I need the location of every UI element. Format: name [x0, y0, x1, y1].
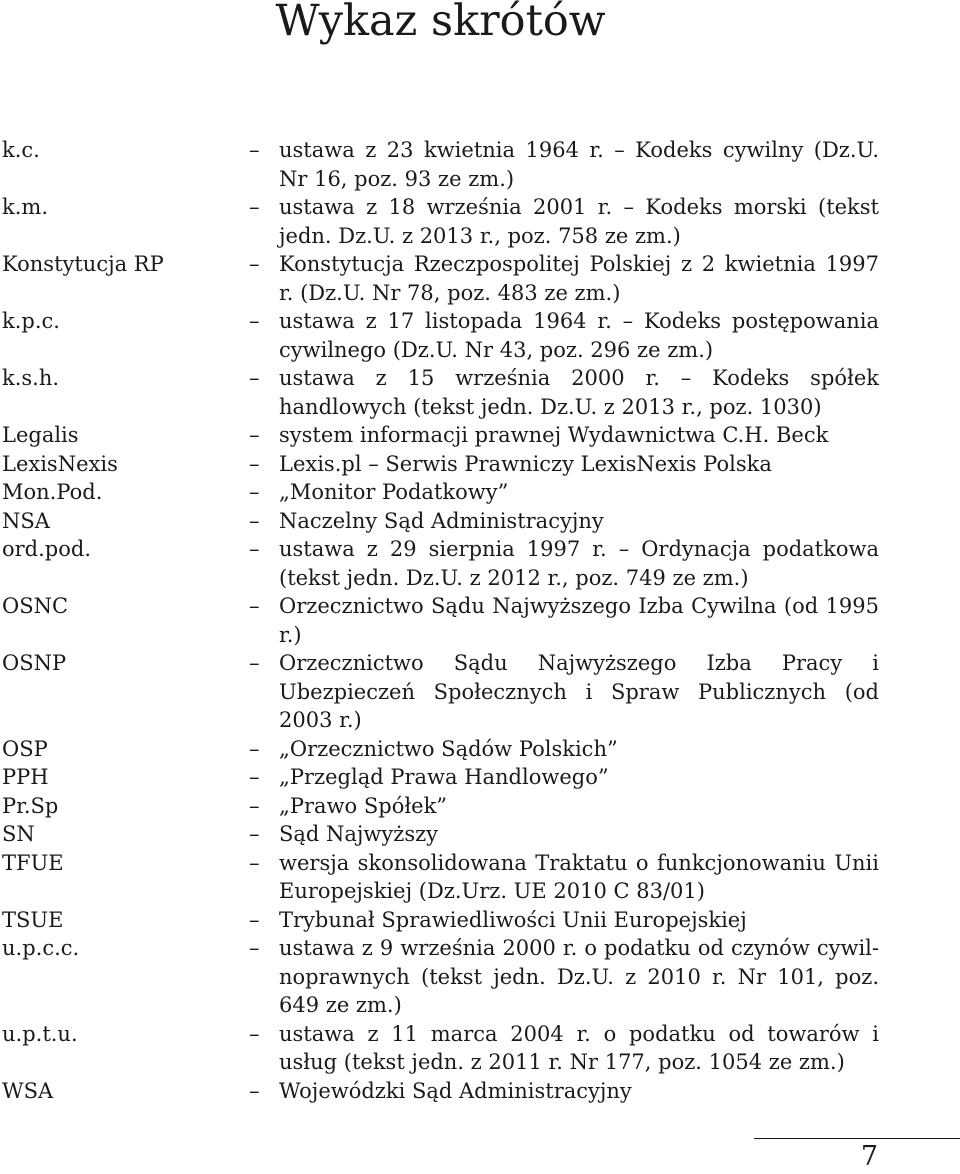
abbreviation-entry	[0, 507, 960, 536]
abbreviation-term: Pr.Sp	[2, 793, 59, 818]
dash-separator: –	[249, 423, 260, 447]
abbreviation-entry	[0, 592, 960, 649]
abbreviation-definition: Naczelny Sąd Administracyjny	[279, 508, 604, 533]
abbreviation-term: u.p.c.c.	[2, 936, 80, 960]
abbreviation-term: ord.pod.	[2, 537, 92, 561]
abbreviation-definition: „Przegląd Prawa Handlowego”	[279, 765, 609, 789]
abbreviation-term: k.c.	[2, 138, 40, 162]
dash-separator: –	[249, 594, 260, 618]
abbreviation-term: Legalis	[2, 423, 79, 447]
abbreviation-entry	[0, 250, 960, 307]
abbreviation-definition: system informacji prawnej Wydawnictwa C.H. Beck	[279, 423, 829, 447]
dash-separator: –	[249, 252, 260, 276]
abbreviation-term: OSP	[2, 736, 48, 761]
abbreviation-term: k.m.	[2, 195, 48, 219]
abbreviation-entry	[0, 364, 960, 421]
abbreviation-definition: Lexis.pl – Serwis Prawniczy LexisNexis Polska	[279, 451, 772, 476]
dash-separator: –	[249, 366, 260, 390]
abbreviation-term: OSNP	[2, 651, 67, 675]
dash-separator: –	[249, 736, 260, 761]
dash-separator: –	[249, 1021, 260, 1046]
abbreviation-term: PPH	[2, 765, 49, 789]
abbreviation-definition: „Monitor Podatkowy”	[279, 480, 509, 504]
abbreviation-definition: Orzecznictwo Sądu Najwyższego Izba Cywilna (od 1995 r.)	[279, 594, 879, 647]
dash-separator: –	[249, 765, 260, 789]
abbreviation-term: LexisNexis	[2, 451, 118, 476]
dash-separator: –	[249, 138, 260, 162]
abbreviation-definition: ustawa z 18 września 2001 r. – Kodeks morski (tekst jedn. Dz.U. z 2013 r., poz. 758 ze zm.)	[279, 195, 879, 248]
abbreviation-term: k.p.c.	[2, 309, 60, 333]
abbreviation-definition: Orzecznictwo Sądu Najwyższego Izba Pracy i Ubezpieczeń Społecznych i Spraw Publicznych (od 2003 r.)	[279, 651, 879, 732]
abbreviation-term: WSA	[2, 1078, 54, 1103]
abbreviation-definition: Wojewódzki Sąd Administracyjny	[279, 1078, 632, 1103]
dash-separator: –	[249, 451, 260, 476]
abbreviation-entry	[0, 763, 960, 792]
dash-separator: –	[249, 195, 260, 219]
abbreviation-definition: ustawa z 29 sierpnia 1997 r. – Ordynacja podatkowa (tekst jedn. Dz.U. z 2012 r., poz. 749 ze zm.)	[279, 537, 879, 590]
dash-separator: –	[249, 1078, 260, 1103]
abbreviation-term: NSA	[2, 508, 50, 533]
abbreviation-entry	[0, 735, 960, 764]
abbreviation-term: TSUE	[2, 907, 64, 932]
dash-separator: –	[249, 508, 260, 533]
abbreviation-entry	[0, 136, 960, 193]
abbreviation-definition: ustawa z 11 marca 2004 r. o podatku od towarów i usług (tekst jedn. z 2011 r. Nr 177, poz. 1054 ze zm.)	[279, 1021, 879, 1074]
dash-separator: –	[249, 537, 260, 561]
abbreviation-entry	[0, 1077, 960, 1106]
abbreviation-entry	[0, 421, 960, 450]
abbreviation-list	[0, 136, 960, 1105]
abbreviation-definition: Sąd Najwyższy	[279, 822, 439, 846]
abbreviation-entry	[0, 1020, 960, 1077]
dash-separator: –	[249, 850, 260, 875]
abbreviation-entry	[0, 535, 960, 592]
abbreviation-definition: ustawa z 15 września 2000 r. – Kodeks spółek handlowych (tekst jedn. Dz.U. z 2013 r., poz. 1030)	[279, 366, 879, 419]
abbreviation-definition: Trybunał Sprawiedliwości Unii Europejskiej	[279, 907, 747, 932]
dash-separator: –	[249, 309, 260, 333]
abbreviation-term: OSNC	[2, 594, 69, 618]
abbreviation-entry	[0, 478, 960, 507]
abbreviation-definition: ustawa z 9 września 2000 r. o podatku od czynów cywilnoprawnych (tekst jedn. Dz.U. z 2010 r. Nr 101, poz. 649 ze zm.)	[279, 936, 879, 1017]
footer-rule	[754, 1138, 960, 1139]
abbreviation-entry	[0, 849, 960, 906]
abbreviation-entry	[0, 792, 960, 821]
abbreviation-entry	[0, 193, 960, 250]
dash-separator: –	[249, 793, 260, 818]
page-title: Wykaz skrótów	[275, 0, 606, 46]
abbreviation-entry	[0, 649, 960, 735]
abbreviation-term: k.s.h.	[2, 366, 60, 390]
abbreviation-term: Konstytucja RP	[2, 252, 164, 276]
abbreviation-entry	[0, 307, 960, 364]
abbreviation-definition: ustawa z 17 listopada 1964 r. – Kodeks postępowania cywilnego (Dz.U. Nr 43, poz. 296 ze zm.)	[279, 309, 879, 362]
abbreviation-term: TFUE	[2, 850, 64, 875]
dash-separator: –	[249, 651, 260, 675]
abbreviation-entry	[0, 934, 960, 1020]
abbreviation-entry	[0, 906, 960, 935]
abbreviation-definition: „Prawo Spółek”	[279, 793, 448, 818]
abbreviation-definition: „Orzecznictwo Sądów Polskich”	[279, 736, 618, 761]
abbreviation-definition: ustawa z 23 kwietnia 1964 r. – Kodeks cywilny (Dz.U. Nr 16, poz. 93 ze zm.)	[279, 138, 879, 191]
dash-separator: –	[249, 822, 260, 846]
dash-separator: –	[249, 936, 260, 960]
abbreviation-definition: wersja skonsolidowana Traktatu o funkcjonowaniu Unii Europejskiej (Dz.Urz. UE 2010 C 83/01)	[279, 850, 879, 903]
abbreviation-entry	[0, 450, 960, 479]
abbreviation-definition: Konstytucja Rzeczpospolitej Polskiej z 2 kwietnia 1997 r. (Dz.U. Nr 78, poz. 483 ze zm.)	[279, 252, 879, 305]
abbreviation-term: u.p.t.u.	[2, 1021, 78, 1046]
page-number: 7	[860, 1141, 878, 1172]
abbreviation-term: Mon.Pod.	[2, 480, 103, 504]
dash-separator: –	[249, 480, 260, 504]
abbreviation-term: SN	[2, 822, 35, 846]
dash-separator: –	[249, 907, 260, 932]
abbreviation-entry	[0, 820, 960, 849]
